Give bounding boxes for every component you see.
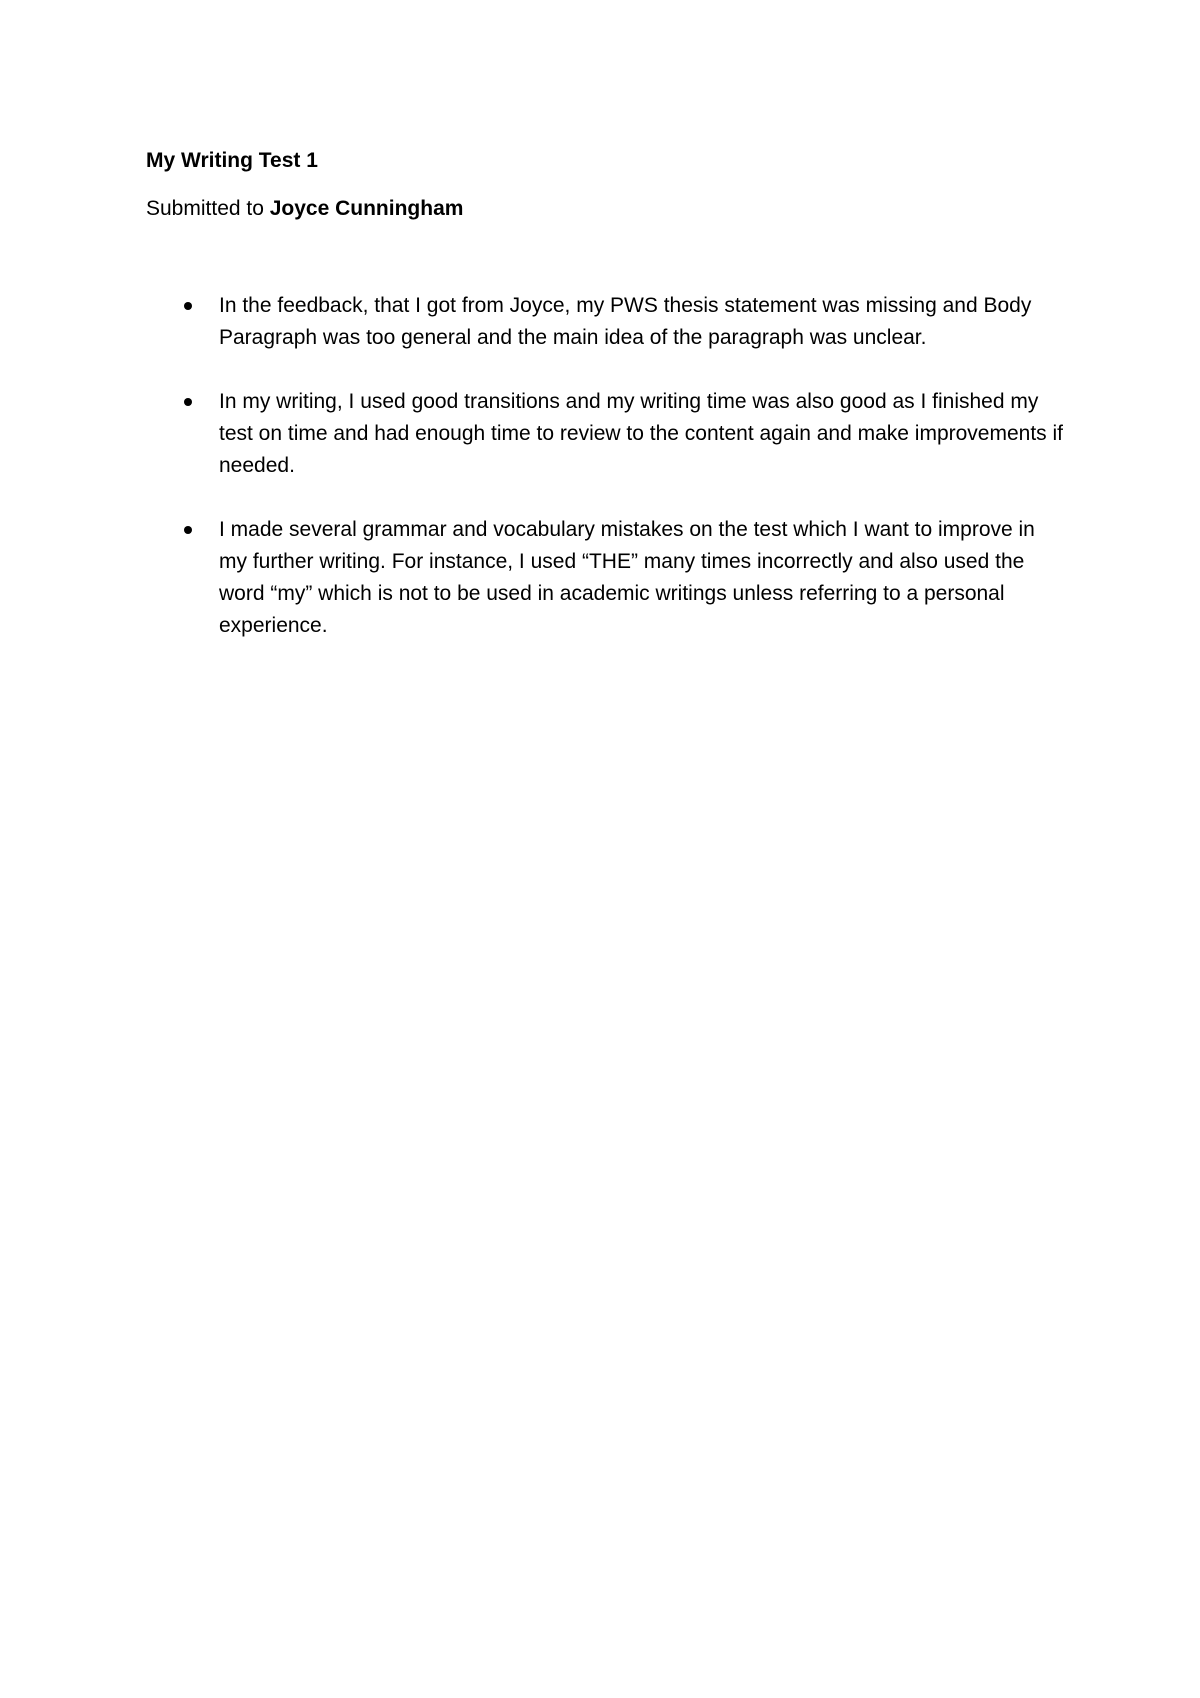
- bullet-dot-icon: [184, 398, 192, 406]
- bullet-text: I made several grammar and vocabulary mistakes on the test which I want to improve in my further writing. For instance, I used “THE” many times incorrectly and also used the word “my” which is not to be used in academic writings unless referring to a personal experience.: [219, 518, 1035, 637]
- submitted-line: [146, 194, 463, 224]
- bullet-item: [146, 386, 1066, 482]
- bullet-text: In the feedback, that I got from Joyce, my PWS thesis statement was missing and Body Paragraph was too general and the main idea of the paragraph was unclear.: [219, 294, 1032, 349]
- submitted-prefix: Submitted to: [146, 197, 270, 220]
- bullet-dot-icon: [184, 302, 192, 310]
- bullet-text: In my writing, I used good transitions and my writing time was also good as I finished my test on time and had enough time to review to the content again and make improvements if needed.: [219, 390, 1063, 477]
- submitted-name: Joyce Cunningham: [269, 197, 464, 220]
- feedback-bullet-list: [146, 290, 1066, 674]
- bullet-item: [146, 514, 1066, 642]
- document-title: My Writing Test 1: [146, 149, 318, 172]
- bullet-item: [146, 290, 1066, 354]
- bullet-dot-icon: [184, 526, 192, 534]
